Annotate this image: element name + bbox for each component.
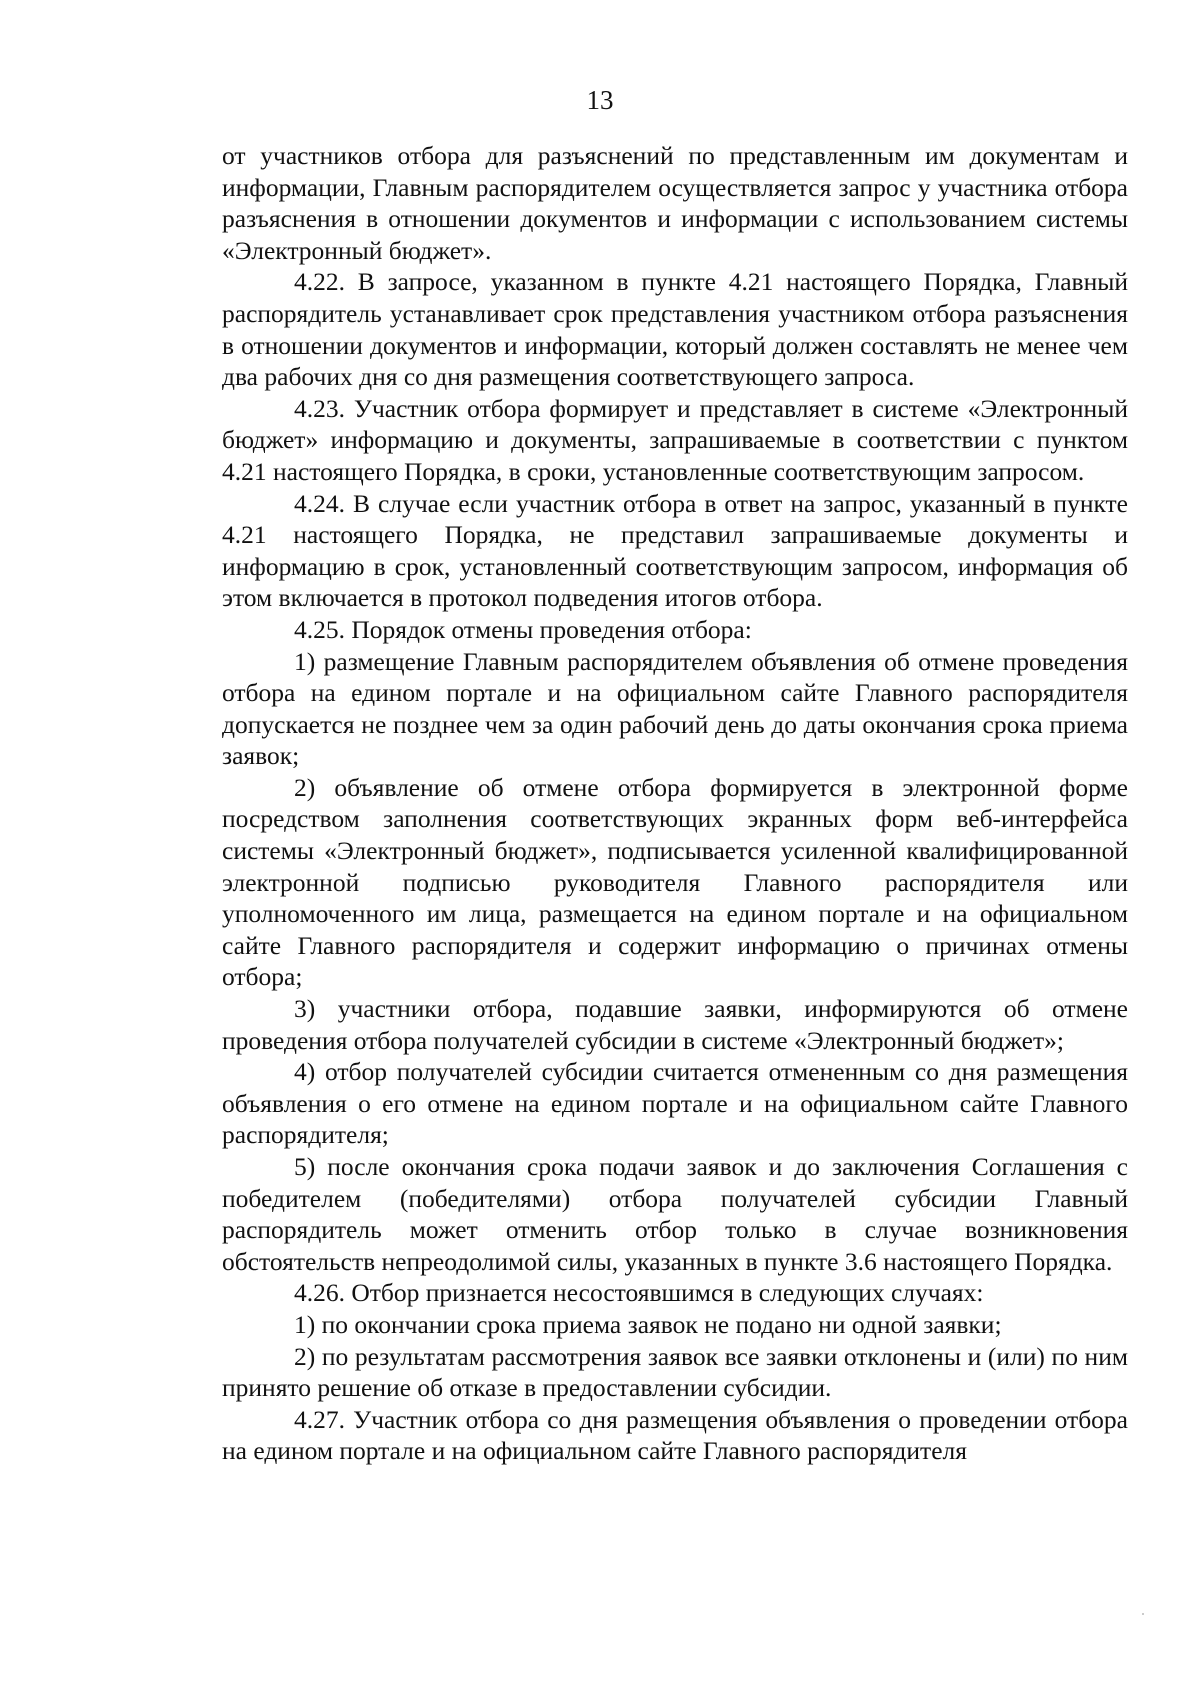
paragraph-4-23: 4.23. Участник отбора формирует и представляет в системе «Электронный бюджет» информацию и документы, запрашиваемые в соответствии с пунктом 4.21 настоящего Порядка, в сроки, установленные соответствующим запросом. — [222, 393, 1128, 486]
document-body — [222, 140, 1128, 1467]
paragraph-4-25-item-4: 4) отбор получателей субсидии считается отмененным со дня размещения объявления о его отмене на едином портале и на официальном сайте Главного распорядителя; — [222, 1057, 1128, 1150]
paragraph-4-22: 4.22. В запросе, указанном в пункте 4.21 настоящего Порядка, Главный распорядитель устанавливает срок представления участником отбора разъяснения в отношении документов и информации, который должен составлять не менее чем два рабочих дня со дня размещения соответствующего запроса. — [222, 267, 1128, 392]
paragraph-4-25-item-5: 5) после окончания срока подачи заявок и до заключения Соглашения с победителем (победителями) отбора получателей субсидии Главный распорядитель может отменить отбор только в случае возникновения обстоятельств непреодолимой силы, указанных в пункте 3.6 настоящего Порядка. — [222, 1152, 1128, 1276]
paragraph-4-25: 4.25. Порядок отмены проведения отбора: — [294, 614, 752, 644]
paragraph-4-26: 4.26. Отбор признается несостоявшимся в следующих случаях: — [294, 1278, 984, 1308]
paragraph-4-25-item-3: 3) участники отбора, подавшие заявки, информируются об отмене проведения отбора получателей субсидии в системе «Электронный бюджет»; — [222, 994, 1128, 1055]
paragraph-4-27: 4.27. Участник отбора со дня размещения объявления о проведении отбора на едином портале и на официальном сайте Главного распорядителя — [222, 1404, 1128, 1466]
paragraph-4-25-item-2: 2) объявление об отмене отбора формируется в электронной форме посредством заполнения соответствующих экранных форм веб-интерфейса системы «Электронный бюджет», подписывается усиленной квалифицированной электронной подписью руководителя Главного распорядителя или уполномоченного им лица, размещается на едином портале и на официальном сайте Главного распорядителя и содержит информацию о причинах отмены отбора; — [222, 772, 1128, 992]
scan-speck — [1142, 1613, 1144, 1615]
paragraph-4-26-item-1: 1) по окончании срока приема заявок не подано ни одной заявки; — [294, 1309, 1002, 1339]
paragraph-4-26-item-2: 2) по результатам рассмотрения заявок все заявки отклонены и (или) по ним принято решение об отказе в предоставлении субсидии. — [222, 1341, 1128, 1403]
page-number: 13 — [586, 85, 614, 115]
paragraph-continuation: от участников отбора для разъяснений по представленным им документам и информации, Главным распорядителем осуществляется запрос у участника отбора разъяснения в отношении документов и информации с использованием системы «Электронный бюджет». — [222, 141, 1128, 265]
paragraph-4-24: 4.24. В случае если участник отбора в ответ на запрос, указанный в пункте 4.21 настоящего Порядка, не представил запрашиваемые документы и информацию в срок, установленный соответствующим запросом, информация об этом включается в протокол подведения итогов отбора. — [222, 488, 1128, 613]
paragraph-4-25-item-1: 1) размещение Главным распорядителем объявления об отмене проведения отбора на едином портале и на официальном сайте Главного распорядителя допускается не позднее чем за один рабочий день до даты окончания срока приема заявок; — [222, 646, 1128, 771]
